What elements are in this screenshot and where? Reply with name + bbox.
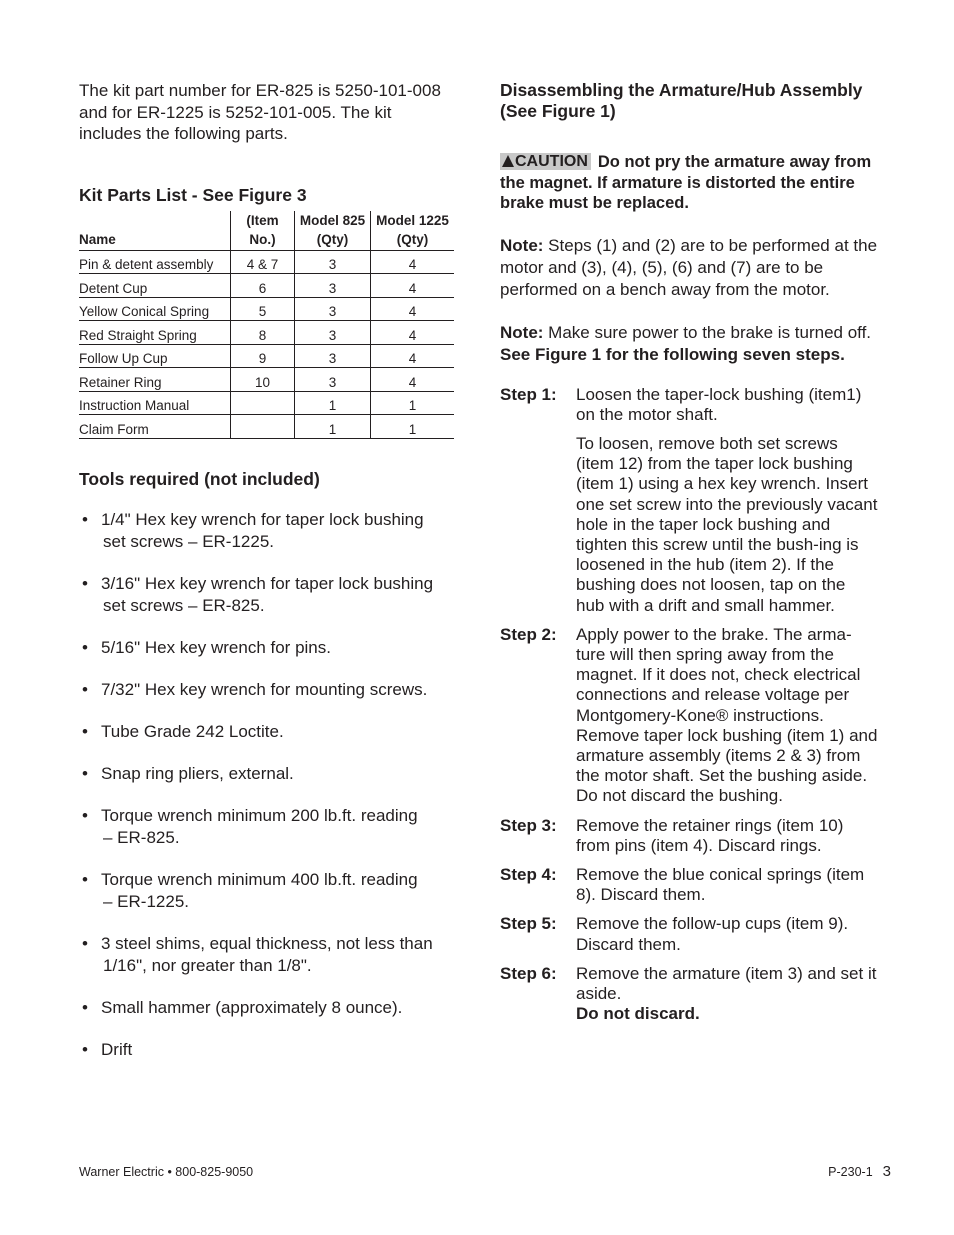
bullet-icon: • xyxy=(82,679,88,699)
table-row xyxy=(79,391,454,415)
step-2 xyxy=(500,625,878,807)
step-5 xyxy=(500,914,878,954)
caution-text: Do not pry the armature away from the magnet. If armature is distorted the entire brake must be replaced. xyxy=(500,153,872,212)
bullet-icon: • xyxy=(82,869,88,889)
intro-paragraph: The kit part number for ER-825 is 5250-101-008 and for ER-1225 is 5252-101-005. The kit includes the following parts. xyxy=(79,81,441,143)
step-3 xyxy=(500,816,878,856)
step-body: Remove the follow-up cups (item 9). Discard them. xyxy=(576,914,849,954)
caution-paragraph xyxy=(500,152,878,214)
step-label: Step 2: xyxy=(500,624,557,644)
step-body: Apply power to the brake. The arma-ture will then spring away from the magnet. If it does not, check electrical connections and release voltage per Montgomery-Kone® instructions. Remove taper lock bushing (item 1) and armature assembly (items 2 & 3) from the motor shaft. Set the bushing aside. Do not discard the bushing. xyxy=(576,624,878,806)
cell-m825: 3 xyxy=(295,321,371,345)
cell-m825: 3 xyxy=(295,250,371,274)
list-item: • Torque wrench minimum 400 lb.ft. reading – ER-1225. xyxy=(82,869,418,911)
cell-m825: 3 xyxy=(295,344,371,368)
cell-item: 5 xyxy=(231,297,295,321)
step-body: Remove the armature (item 3) and set it aside. Do not discard. xyxy=(576,963,877,1024)
cell-item xyxy=(231,415,295,439)
list-item: • 1/4" Hex key wrench for taper lock bushing set screws – ER-1225. xyxy=(82,509,424,551)
cell-m825: 1 xyxy=(295,415,371,439)
bullet-icon: • xyxy=(82,763,88,783)
note-2: Note: Make sure power to the brake is turned off. See Figure 1 for the following seven steps. xyxy=(500,322,872,364)
header-name: Name xyxy=(79,211,231,251)
do-not-discard: Do not discard. xyxy=(576,1004,700,1024)
cell-item: 9 xyxy=(231,344,295,368)
cell-name: Retainer Ring xyxy=(79,368,231,392)
tools-title: Tools required (not included) xyxy=(79,468,320,489)
steps-list xyxy=(500,385,878,1025)
step-4 xyxy=(500,865,878,905)
doc-number: P-230-1 xyxy=(828,1165,873,1179)
bullet-icon: • xyxy=(82,933,88,953)
cell-name: Follow Up Cup xyxy=(79,344,231,368)
step-body: Loosen the taper-lock bushing (item1) on the motor shaft. To loosen, remove both set screws (item 12) from the taper lock bushing (item 1) using a hex key wrench. Insert one set screw into the previously vacant hole in the taper lock bushing and tighten this screw until the bush-ing is loosened in the hub (item 2). If the bushing does not loosen, tap on the hub with a drift and small hammer. xyxy=(576,384,878,615)
list-item: • Snap ring pliers, external. xyxy=(82,763,294,783)
cell-name: Red Straight Spring xyxy=(79,321,231,345)
cell-m1225: 4 xyxy=(371,297,455,321)
footer-page-info xyxy=(828,1163,891,1180)
step-label: Step 1: xyxy=(500,384,557,404)
bullet-icon: • xyxy=(82,1039,88,1059)
bullet-icon: • xyxy=(82,805,88,825)
table-row xyxy=(79,274,454,298)
list-item: • 3/16" Hex key wrench for taper lock bushing set screws – ER-825. xyxy=(82,573,434,615)
cell-m1225: 4 xyxy=(371,368,455,392)
step-6 xyxy=(500,964,878,1025)
step-body: Remove the blue conical springs (item 8). Discard them. xyxy=(576,864,865,905)
list-item: • 7/32" Hex key wrench for mounting screws. xyxy=(82,679,428,699)
table-row xyxy=(79,368,454,392)
cell-m1225: 4 xyxy=(371,321,455,345)
cell-name: Pin & detent assembly xyxy=(79,250,231,274)
step-label: Step 4: xyxy=(500,864,557,884)
list-item: • Torque wrench minimum 200 lb.ft. reading – ER-825. xyxy=(82,805,418,847)
step-label: Step 6: xyxy=(500,963,557,983)
step-body: Remove the retainer rings (item 10) from pins (item 4). Discard rings. xyxy=(576,815,844,855)
step-1 xyxy=(500,385,878,616)
header-item: (Item No.) xyxy=(231,211,295,251)
cell-m825: 3 xyxy=(295,274,371,298)
bullet-icon: • xyxy=(82,997,88,1017)
tools-list xyxy=(79,509,455,1061)
cell-item: 8 xyxy=(231,321,295,345)
caution-badge: CAUTION xyxy=(500,153,591,170)
bullet-icon: • xyxy=(82,721,88,741)
list-item: • Small hammer (approximately 8 ounce). xyxy=(82,997,403,1017)
table-row xyxy=(79,250,454,274)
cell-m825: 1 xyxy=(295,391,371,415)
cell-item: 6 xyxy=(231,274,295,298)
bullet-icon: • xyxy=(82,573,88,593)
cell-m1225: 4 xyxy=(371,250,455,274)
table-row xyxy=(79,415,454,439)
cell-m825: 3 xyxy=(295,297,371,321)
list-item: • 5/16" Hex key wrench for pins. xyxy=(82,637,331,657)
kit-parts-title: Kit Parts List - See Figure 3 xyxy=(79,184,307,205)
cell-name: Detent Cup xyxy=(79,274,231,298)
header-model-1225: Model 1225 (Qty) xyxy=(371,211,455,251)
cell-m825: 3 xyxy=(295,368,371,392)
table-header-row xyxy=(79,211,454,251)
right-column xyxy=(500,80,878,1033)
cell-m1225: 4 xyxy=(371,274,455,298)
table-row xyxy=(79,321,454,345)
kit-parts-table xyxy=(79,211,454,439)
cell-name: Instruction Manual xyxy=(79,391,231,415)
list-item: • Tube Grade 242 Loctite. xyxy=(82,721,284,741)
header-model-825: Model 825 (Qty) xyxy=(295,211,371,251)
step-label: Step 5: xyxy=(500,914,557,934)
note-1: Note: Steps (1) and (2) are to be performed at the motor and (3), (4), (5), (6) and (7) are to be performed on a bench away from the motor. xyxy=(500,235,878,299)
cell-item: 10 xyxy=(231,368,295,392)
cell-name: Claim Form xyxy=(79,415,231,439)
bullet-icon: • xyxy=(82,509,88,529)
footer-company: Warner Electric • 800-825-9050 xyxy=(79,1165,254,1179)
cell-item: 4 & 7 xyxy=(231,250,295,274)
list-item: • 3 steel shims, equal thickness, not less than 1/16", nor greater than 1/8". xyxy=(82,933,433,975)
table-row xyxy=(79,297,454,321)
table-row xyxy=(79,344,454,368)
cell-item xyxy=(231,391,295,415)
warning-triangle-icon xyxy=(502,155,514,167)
disassembly-title: Disassembling the Armature/Hub Assembly (See Figure 1) xyxy=(500,80,863,121)
cell-m1225: 4 xyxy=(371,344,455,368)
list-item: • Drift xyxy=(82,1039,133,1059)
bullet-icon: • xyxy=(82,637,88,657)
cell-m1225: 1 xyxy=(371,391,455,415)
cell-m1225: 1 xyxy=(371,415,455,439)
page-number: 3 xyxy=(882,1163,891,1180)
step-label: Step 3: xyxy=(500,815,557,835)
cell-name: Yellow Conical Spring xyxy=(79,297,231,321)
left-column xyxy=(79,80,455,1081)
